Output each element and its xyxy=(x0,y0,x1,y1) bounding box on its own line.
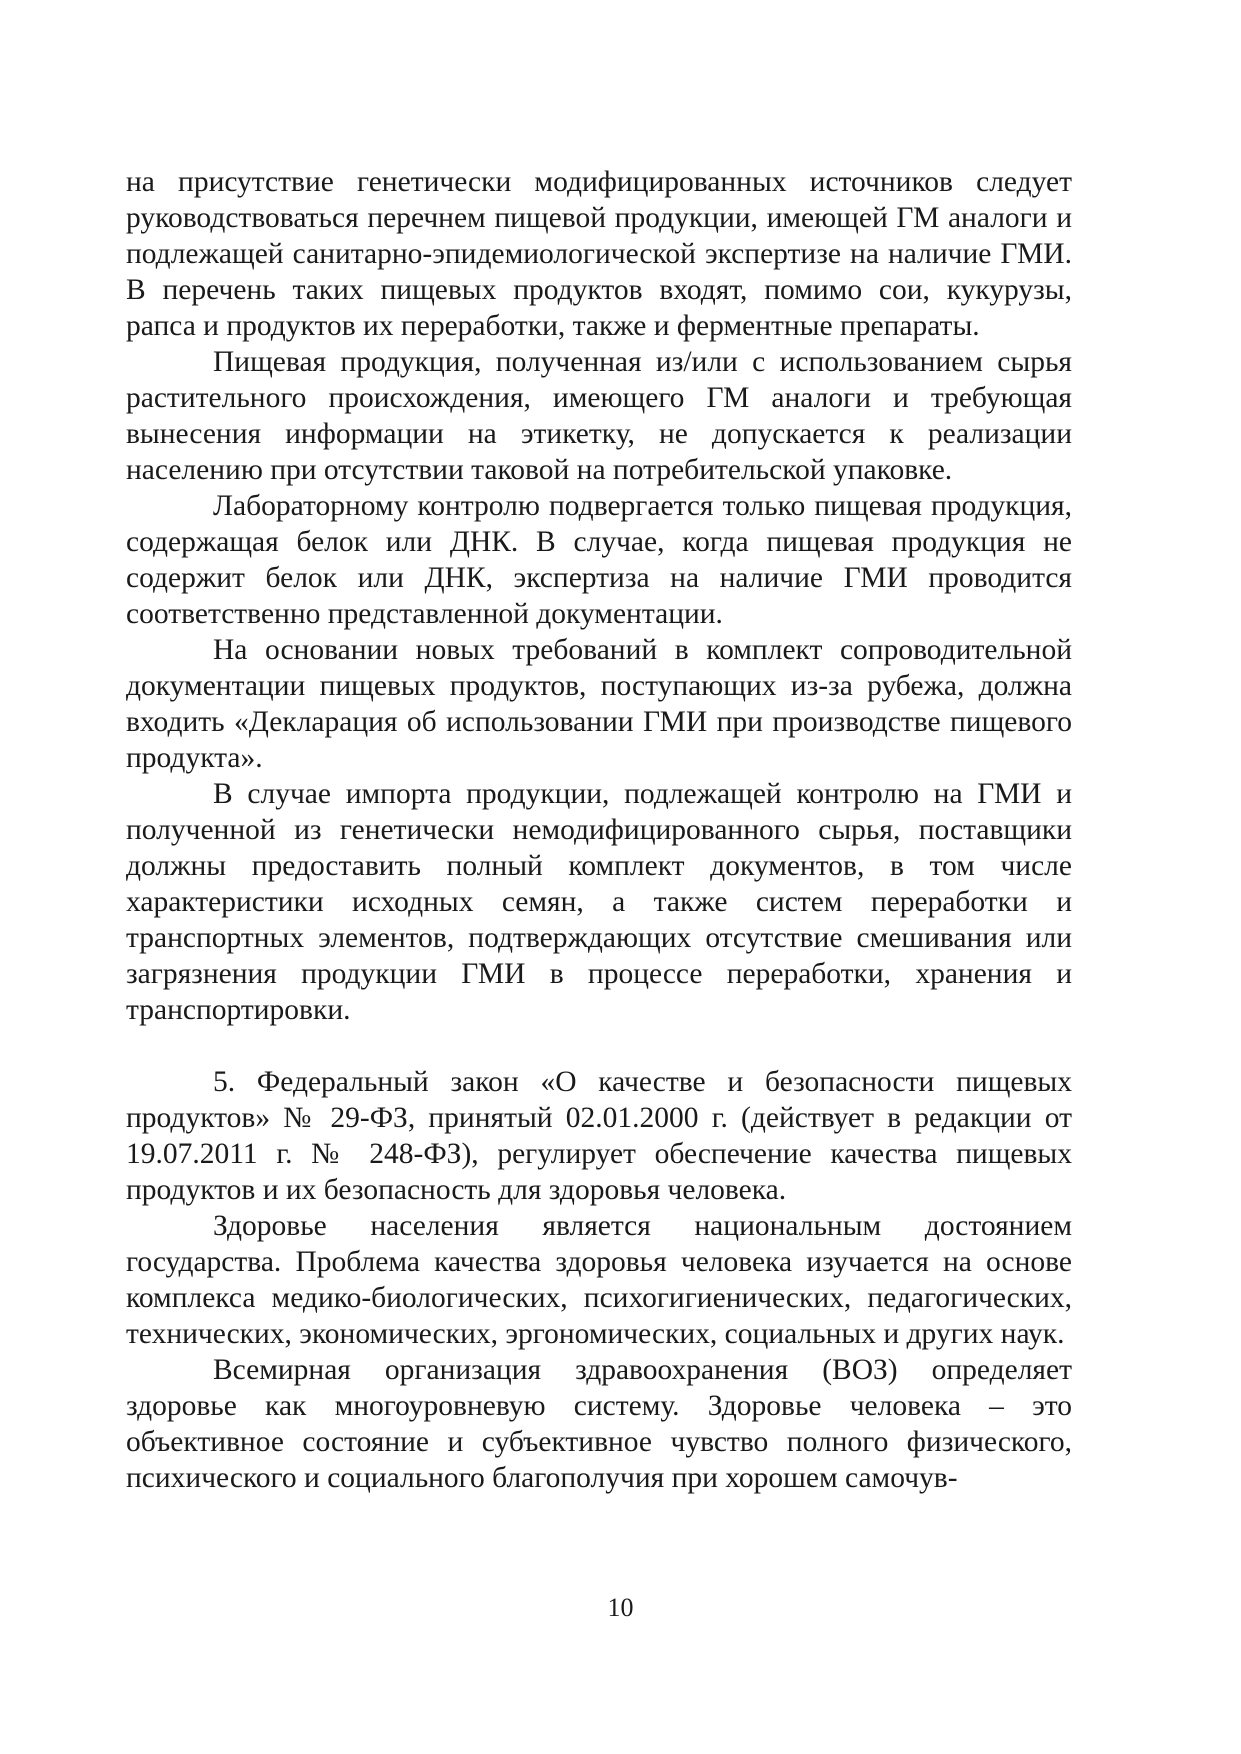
paragraph-labeling-requirement: Пищевая продукция, полученная из/или с использованием сырья растительного происхождения, имеющего ГМ аналоги и требующая вынесения информации на этикетку, не допускается к реализации населению при отсутствии таковой на потребительской упаковке. xyxy=(126,346,1072,486)
paragraph-who-definition: Всемирная организация здравоохранения (ВОЗ) определяет здоровье как многоуровневую систему. Здоровье человека – это объективное состояние и субъективное чувство полного физического, психического и социального благополучия при хорошем самочув- xyxy=(126,1354,1072,1494)
paragraph-import-declaration: На основании новых требований в комплект сопроводительной документации пищевых продуктов, поступающих из-за рубежа, должна входить «Декларация об использовании ГМИ при производстве пищевого продукта». xyxy=(126,634,1072,774)
paragraph-laboratory-control: Лабораторному контролю подвергается только пищевая продукция, содержащая белок или ДНК. В случае, когда пищевая продукция не содержит белок или ДНК, экспертиза на наличие ГМИ проводится соответственно представленной документации. xyxy=(126,490,1072,630)
body-text xyxy=(126,164,1072,1496)
paragraph-gmi-products-list: на присутствие генетически модифицированных источников следует руководствоваться перечнем пищевой продукции, имеющей ГМ аналоги и подлежащей санитарно-эпидемиологической экспертизе на наличие ГМИ. В перечень таких пищевых продуктов входят, помимо сои, кукурузы, рапса и продуктов их переработки, также и ферментные препараты. xyxy=(126,166,1072,342)
paragraph-import-documents: В случае импорта продукции, подлежащей контролю на ГМИ и полученной из генетически немодифицированного сырья, поставщики должны предоставить полный комплект документов, в том числе характеристики исходных семян, а также систем переработки и транспортных элементов, подтверждающих отсутствие смешивания или загрязнения продукции ГМИ в процессе переработки, хранения и транспортировки. xyxy=(126,778,1072,1026)
paragraph-federal-law: 5. Федеральный закон «О качестве и безопасности пищевых продуктов» № 29-ФЗ, принятый 02.01.2000 г. (действует в редакции от 19.07.2011 г. № 248-ФЗ), регулирует обеспечение качества пищевых продуктов и их безопасность для здоровья человека. xyxy=(126,1066,1072,1206)
paragraph-public-health: Здоровье населения является национальным достоянием государства. Проблема качества здоровья человека изучается на основе комплекса медико-биологических, психогигиенических, педагогических, технических, экономических, эргономических, социальных и других наук. xyxy=(126,1210,1072,1350)
page-number: 10 xyxy=(607,1593,634,1622)
